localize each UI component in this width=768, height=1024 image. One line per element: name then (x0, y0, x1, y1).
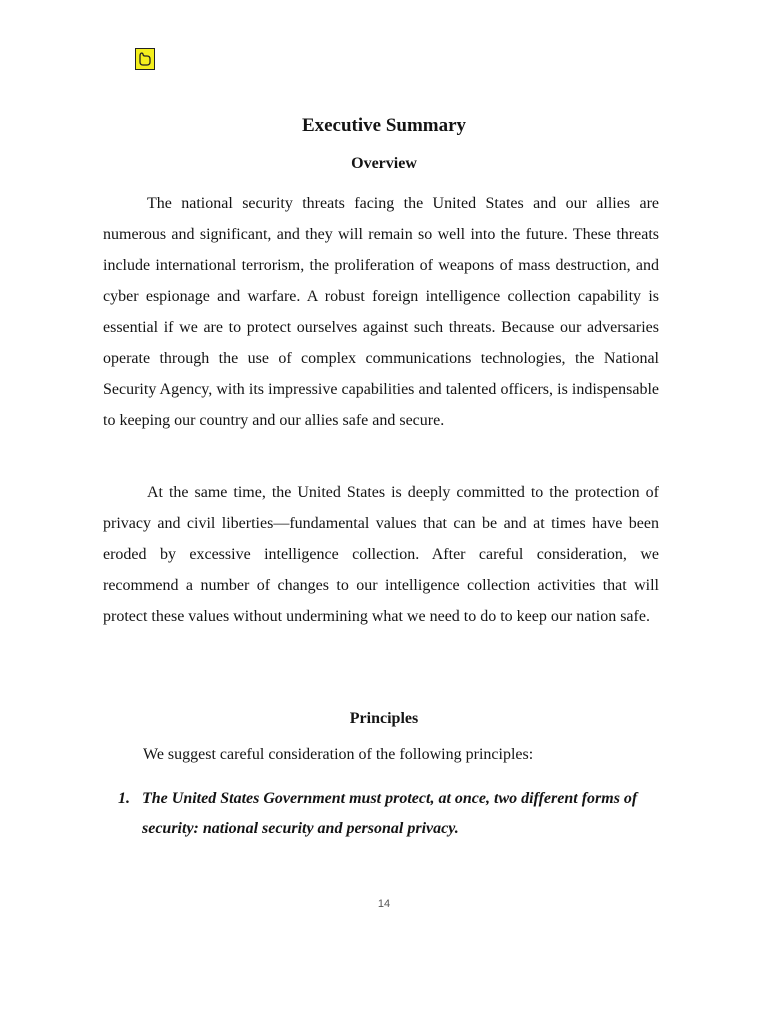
overview-paragraph-2 (103, 477, 659, 632)
overview-paragraph-2-text: At the same time, the United States is deeply committed to the protection of privacy and civil liberties—fundamental values that can be and at times have been eroded by excessive intelligence collection. After careful consideration, we recommend a number of changes to our intelligence collection activities that will protect these values without undermining what we need to do to keep our nation safe. (103, 484, 659, 625)
overview-paragraph-1-text: The national security threats facing the United States and our allies are numerous and significant, and they will remain so well into the future. These threats include international terrorism, the proliferation of weapons of mass destruction, and cyber espionage and warfare. A robust foreign intelligence collection capability is essential if we are to protect ourselves against such threats. Because our adversaries operate through the use of complex communications technologies, the National Security Agency, with its impressive capabilities and talented officers, is indispensable to keeping our country and our allies safe and secure. (103, 195, 659, 429)
overview-paragraph-1 (103, 188, 659, 436)
page-title: Executive Summary (301, 115, 467, 136)
page-number: 14 (377, 898, 391, 910)
principle-item (118, 784, 658, 844)
principle-text: The United States Government must protect, at once, two different forms of security: national security and personal privacy. (142, 790, 638, 837)
sticky-note-icon[interactable] (135, 48, 155, 70)
sticky-note-glyph (139, 52, 151, 66)
principles-intro: We suggest careful consideration of the following principles: (143, 746, 534, 763)
principle-number: 1. (118, 790, 130, 807)
section-heading-principles: Principles (349, 710, 419, 727)
section-heading-overview: Overview (351, 155, 417, 172)
